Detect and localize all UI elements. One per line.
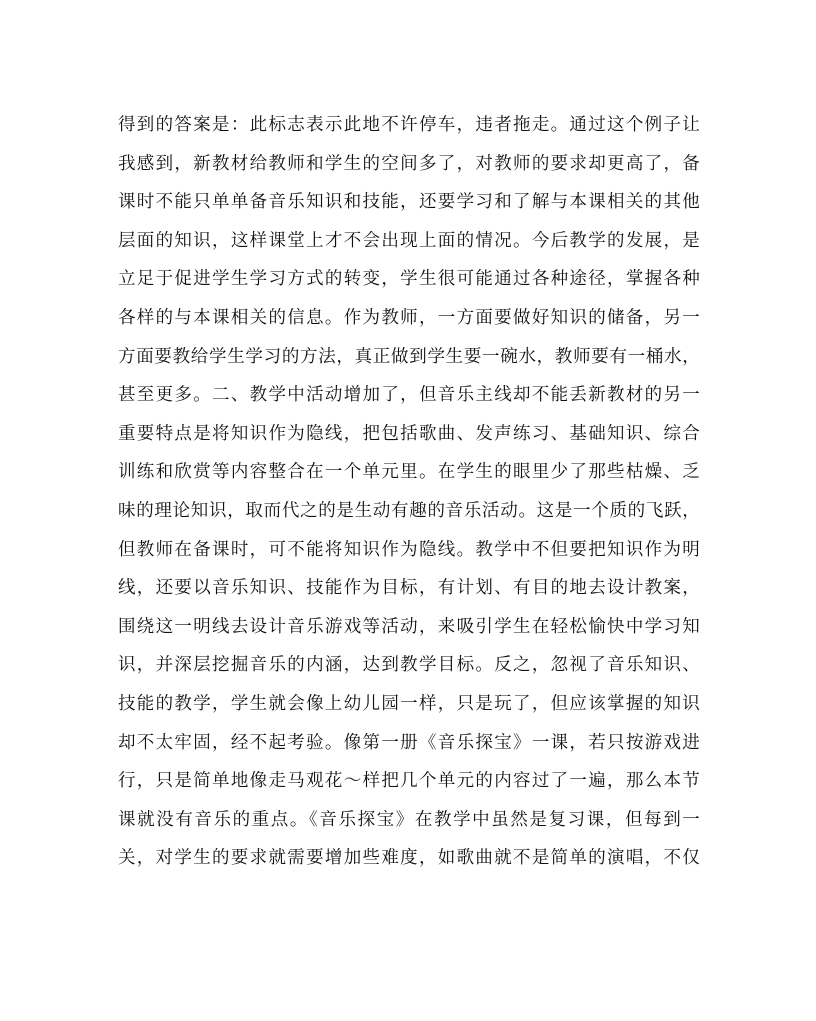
text-line: 识，并深层挖掘音乐的内涵，达到教学目标。反之，忽视了音乐知识、 (118, 655, 700, 676)
text-line: 得到的答案是：此标志表示此地不许停车，违者拖走。通过这个例子让 (118, 115, 700, 135)
text-line: 围绕这一明线去设计音乐游戏等活动，来吸引学生在轻松愉快中学习知 (118, 616, 700, 637)
text-line: 但教师在备课时，可不能将知识作为隐线。教学中不但要把知识作为明 (118, 539, 700, 560)
text-line: 线，还要以音乐知识、技能作为目标，有计划、有目的地去设计教案， (118, 578, 700, 599)
text-line: 关，对学生的要求就需要增加些难度，如歌曲就不是简单的演唱，不仅 (118, 848, 700, 869)
text-line: 课就没有音乐的重点。《音乐探宝》在教学中虽然是复习课，但每到一 (118, 809, 700, 830)
text-line: 重要特点是将知识作为隐线，把包括歌曲、发声练习、基础知识、综合 (118, 423, 700, 444)
text-line: 层面的知识，这样课堂上才不会出现上面的情况。今后教学的发展，是 (118, 230, 700, 251)
text-line: 立足于促进学生学习方式的转变，学生很可能通过各种途径，掌握各种 (118, 269, 700, 290)
text-line: 行，只是简单地像走马观花～样把几个单元的内容过了一遍，那么本节 (118, 771, 700, 792)
text-line: 味的理论知识，取而代之的是生动有趣的音乐活动。这是一个质的飞跃， (118, 500, 700, 521)
text-line: 甚至更多。二、教学中活动增加了，但音乐主线却不能丢新教材的另一 (118, 385, 700, 406)
text-line: 我感到，新教材给教师和学生的空间多了，对教师的要求却更高了，备 (118, 153, 700, 174)
text-line: 却不太牢固，经不起考验。像第一册《音乐探宝》一课，若只按游戏进 (118, 732, 700, 753)
text-line: 技能的教学，学生就会像上幼儿园一样，只是玩了，但应该掌握的知识 (118, 693, 700, 714)
text-line: 方面要教给学生学习的方法，真正做到学生要一碗水，教师要有一桶水， (118, 346, 700, 367)
text-line: 各样的与本课相关的信息。作为教师，一方面要做好知识的储备，另一 (118, 307, 700, 328)
text-line: 课时不能只单单备音乐知识和技能，还要学习和了解与本课相关的其他 (118, 192, 700, 213)
body-text (118, 106, 700, 878)
text-line: 训练和欣赏等内容整合在一个单元里。在学生的眼里少了那些枯燥、乏 (118, 462, 700, 483)
